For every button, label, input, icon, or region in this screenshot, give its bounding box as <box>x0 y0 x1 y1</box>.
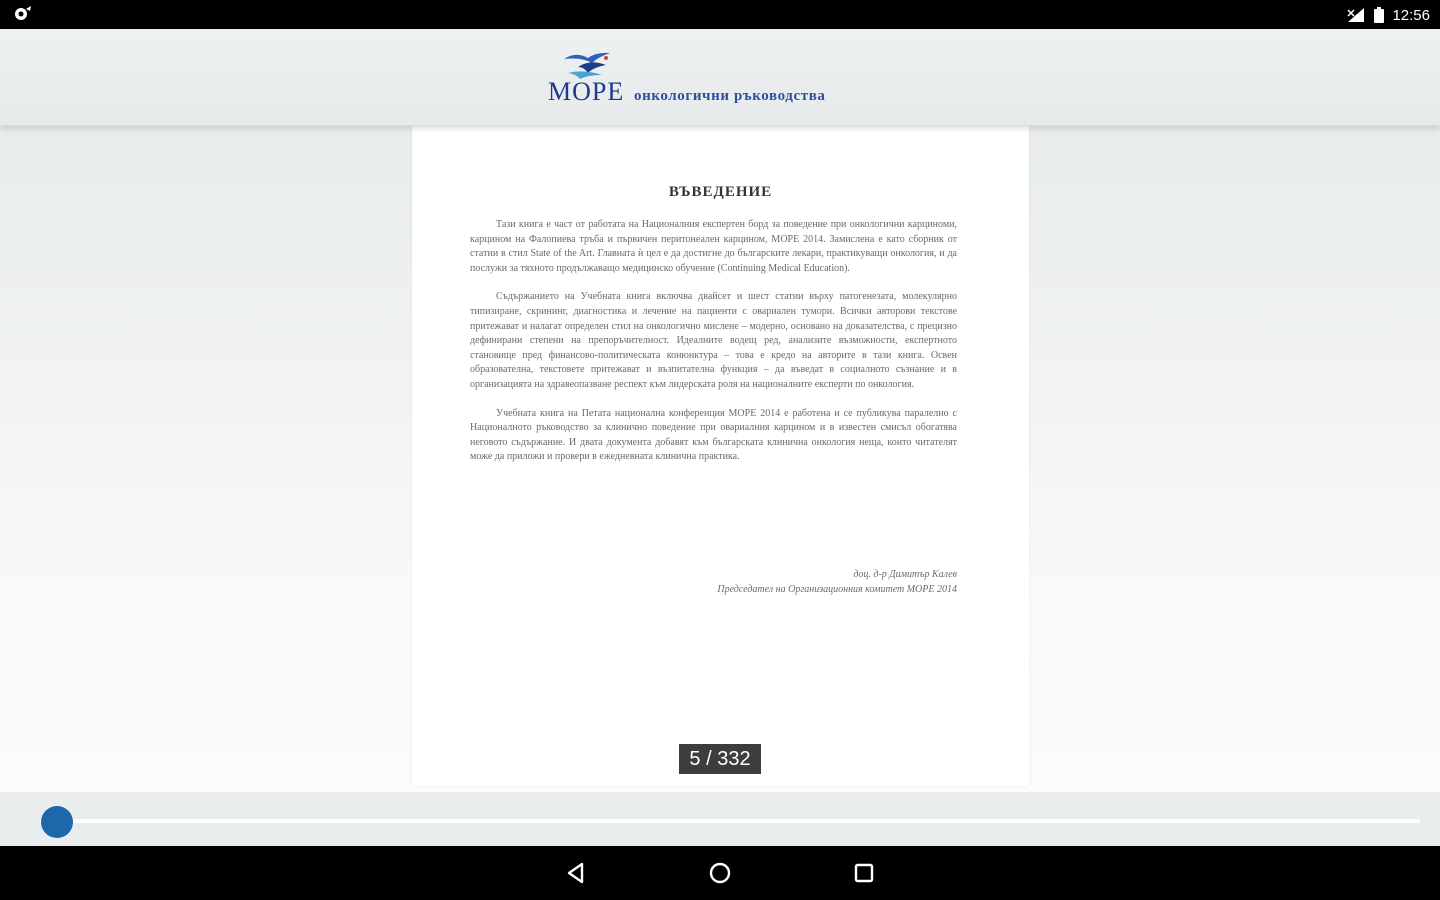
status-icons <box>1346 4 1430 26</box>
paragraph: Тази книга е част от работата на Националния експертен борд за поведение при онкологични карциноми, карцином на Фалопиева тръба и първичен перитонеален карцином, МОРЕ 2014. Замислена е като сборник от статии в стил State of the Art. Главната ѝ цел е да достигне до българските лекари, практикуващи онкология, и да послужи за тяхното продължаващо медицинско обучение (Continuing Medical Education). <box>470 219 957 274</box>
page-slider-track[interactable] <box>40 819 1420 823</box>
battery-icon <box>1374 7 1384 23</box>
page-title: ВЪВЕДЕНИЕ <box>668 184 773 200</box>
brand-tagline: онкологични ръководства <box>634 88 826 104</box>
brand-name: МОРЕ <box>548 77 625 106</box>
page-body <box>470 218 957 479</box>
paragraph: Съдържанието на Учебната книга включва двайсет и шест статии върху патогенезата, молекулярно типизиране, скрининг, диагностика и лечение на пациенти с овариален тумори. Всички авторови текстове притежават и налагат определен стил на онкологично мислене – модерно, основано на доказателства, с прецизно дефинирани степени на препоръчителност. Идеалните водещ ред, анализите възможности, експертното становище пред финансово-политическата конюнктура – това е кредо на авторите в тази книга. Освен образователна, текстовете притежават и възпитателна функция – да въведат в социалното съзнание и в организацията на здравеопазване респект към лидерската роля на националните експерти по онкология. <box>470 291 957 390</box>
paragraph: Учебната книга на Петата национална конференция МОРЕ 2014 е работена и се публикува паралелно с Националното ръководство за клинично поведение при овариалния карцином и в известен смисъл обогатява неговото съдържание. И двата документа добавят към българската клинична онкология неща, които читателят може да приложи и провери в ежедневната клинична практика. <box>470 407 957 463</box>
back-icon[interactable] <box>562 859 590 887</box>
signature-name: доц. д-р Димитър Калев <box>853 569 957 580</box>
app-logo <box>548 47 898 109</box>
page-slider-thumb[interactable] <box>41 806 73 838</box>
signature-role: Председател на Организационния комитет МОРЕ 2014 <box>717 583 957 595</box>
page-slider-bar <box>0 792 1440 846</box>
reader-area[interactable] <box>0 126 1440 792</box>
document-page[interactable] <box>412 126 1029 786</box>
navigation-bar <box>0 846 1440 900</box>
page-indicator: 5 / 332 <box>679 744 761 774</box>
recents-icon[interactable] <box>850 859 878 887</box>
status-time: 12:56 <box>1392 6 1430 24</box>
signal-icon <box>1346 7 1366 23</box>
home-icon[interactable] <box>706 859 734 887</box>
app-header <box>0 29 1440 126</box>
status-bar <box>0 0 1440 29</box>
notification-icon <box>12 6 32 22</box>
signature <box>717 568 957 597</box>
